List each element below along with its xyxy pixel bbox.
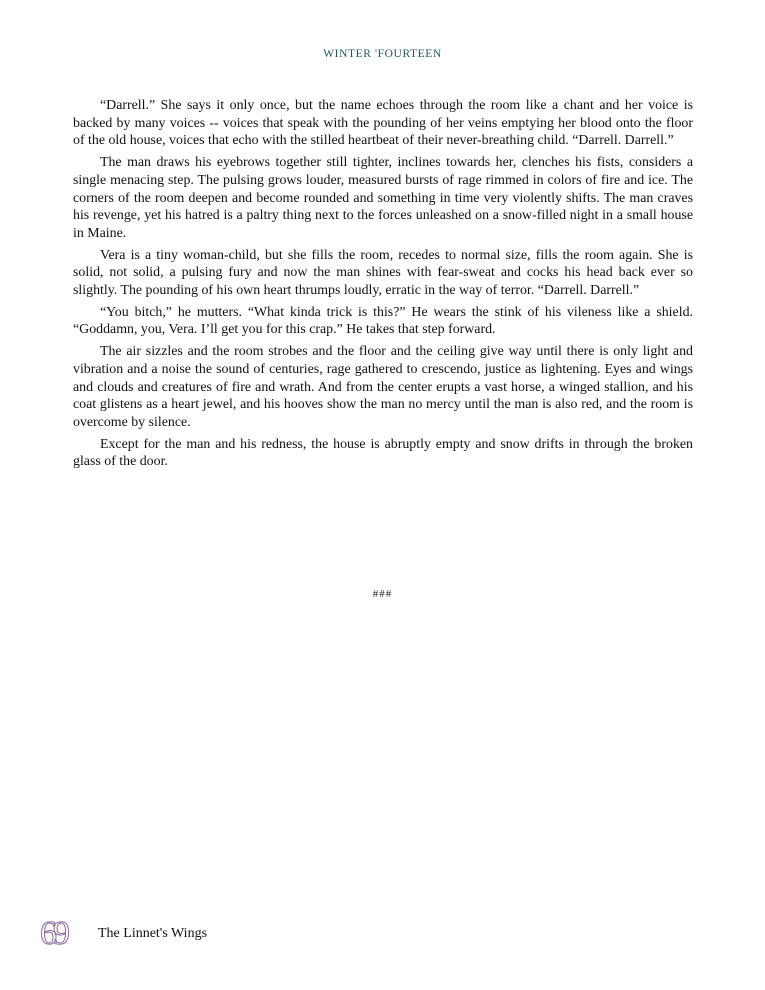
paragraph: The man draws his eyebrows together still tighter, inclines towards her, clenches his fists, considers a single menacing step. The pulsing grows louder, measured bursts of rage rimmed in colors of fire and ice. The corners of the room deepen and become rounded and something in time very violently shifts. The man craves his revenge, yet his hatred is a paltry thing next to the forces unleashed on a snow-filled night in a small house in Maine.	[73, 155, 693, 241]
page-number: 69	[40, 915, 66, 952]
publication-title: The Linnet's Wings	[98, 926, 208, 941]
section-separator: ###	[372, 588, 393, 600]
story-body	[73, 97, 693, 475]
paragraph: “Darrell.” She says it only once, but the name echoes through the room like a chant and her voice is backed by many voices -- voices that speak with the pounding of her veins emptying her blood onto the floor of the old house, voices that echo with the stilled heartbeat of their never-breathing child. “Darrell. Darrell.”	[73, 98, 693, 149]
paragraph: “You bitch,” he mutters. “What kinda trick is this?” He wears the stink of his vileness like a shield. “Goddamn, you, Vera. I’ll get you for this crap.” He takes that step forward.	[73, 304, 693, 338]
page-footer	[40, 916, 207, 952]
running-header: WINTER 'FOURTEEN	[323, 48, 442, 60]
paragraph: Vera is a tiny woman-child, but she fills the room, recedes to normal size, fills the room again. She is solid, not solid, a pulsing fury and now the man shines with fear-sweat and cocks his head back ever so slightly. The pounding of his own heart thrumps loudly, erratic in the way of terror. “Darrell. Darrell.”	[73, 247, 693, 299]
paragraph: The air sizzles and the room strobes and the floor and the ceiling give way until there is only light and vibration and a noise the sound of centuries, rage gathered to crescendo, justice as lightening. Eyes and wings and clouds and creatures of fire and wrath. And from the center erupts a vast horse, a winged stallion, and his coat glistens as a heart jewel, and his hooves show the man no mercy until the man is also red, and the room is overcome by silence.	[73, 344, 693, 430]
paragraph: Except for the man and his redness, the house is abruptly empty and snow drifts in through the broken glass of the door.	[73, 436, 693, 470]
